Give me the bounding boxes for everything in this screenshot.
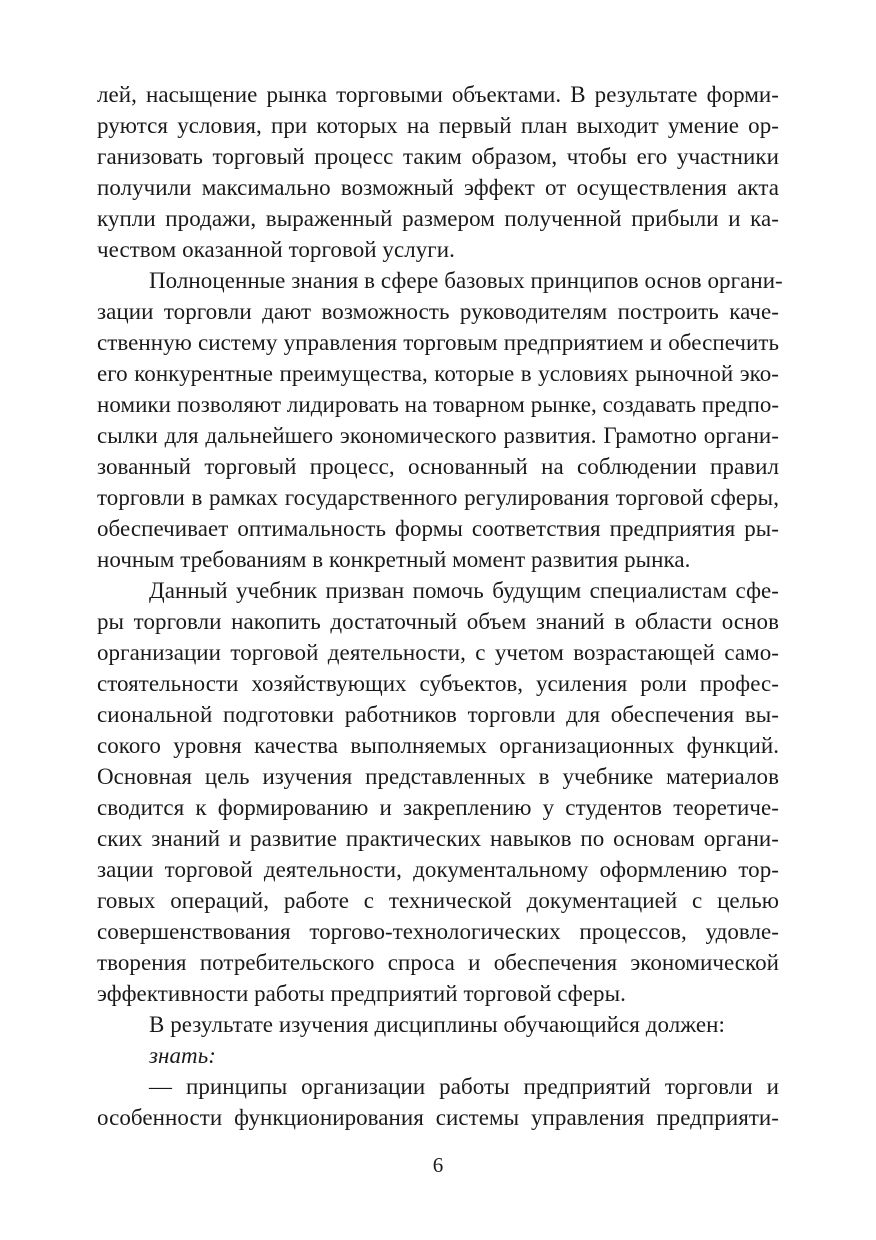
paragraph-principles-item [97,1071,779,1133]
text-line: купли продажи, выраженный размером полученной прибыли и ка- [97,206,779,231]
text-line: сиональной подготовки работников торговли для обеспечения вы- [97,702,779,727]
text-line: сылки для дальнейшего экономического развития. Грамотно органи- [97,423,779,448]
text-line: Основная цель изучения представленных в учебнике материалов [97,764,779,789]
text-line: ночным требованиям в конкретный момент развития рынка. [97,547,691,572]
text-line: особенности функционирования системы управления предприяти- [97,1105,779,1130]
text-line: лей, насыщение рынка торговыми объектами. В результате форми- [97,82,779,107]
text-line: номики позволяют лидировать на товарном рынке, создавать предпо- [97,392,780,417]
text-line: совершенствования торгово-технологических процессов, удовле- [97,919,779,944]
text-line: торговли в рамках государственного регулирования торговой сферы, [97,485,779,510]
text-line: зованный торговый процесс, основанный на соблюдении правил [97,454,779,479]
text-line: Полноценные знания в сфере базовых принципов основ органи- [149,268,783,293]
text-line: руются условия, при которых на первый план выходит умение ор- [97,113,779,138]
text-line: стоятельности хозяйствующих субъектов, усиления роли профес- [97,671,779,696]
paragraph-learning-outcome [97,1009,779,1040]
paragraph-know-heading [97,1040,779,1071]
paragraph-full-knowledge [97,265,783,575]
text-line: В результате изучения дисциплины обучающийся должен: [149,1012,725,1037]
text-line: обеспечивает оптимальность формы соответствия предприятия ры- [97,516,779,541]
text-line: ры торговли накопить достаточный объем знаний в области основ [97,609,779,634]
text-line: ственную систему управления торговым предприятием и обеспечить [97,330,779,355]
text-line: зации торговой деятельности, документальному оформлению тор- [97,857,779,882]
text-line: говых операций, работе с технической документацией с целью [97,888,779,913]
text-line: организации торговой деятельности, с учетом возрастающей само- [97,640,779,665]
text-line: ских знаний и развитие практических навыков по основам органи- [97,826,779,851]
text-column [97,79,783,1133]
text-line: Данный учебник призван помочь будущим специалистам сфе- [149,578,779,603]
paragraph-continuation [97,79,779,265]
text-line: зации торговли дают возможность руководителям построить каче- [97,299,779,324]
text-line: сокого уровня качества выполняемых организационных функций. [97,733,779,758]
text-line: получили максимально возможный эффект от осуществления акта [97,175,779,200]
know-label: знать: [149,1043,216,1068]
text-line: ганизовать торговый процесс таким образом, чтобы его участники [97,144,779,169]
text-line: его конкурентные преимущества, которые в условиях рыночной эко- [97,361,779,386]
text-line: творения потребительского спроса и обеспечения экономической [97,950,779,975]
text-line: — принципы организации работы предприятий торговли и [149,1074,779,1099]
paragraph-textbook-purpose [97,575,779,1009]
text-line: сводится к формированию и закреплению у студентов теоретиче- [97,795,779,820]
text-line: чеством оказанной торговой услуги. [97,237,455,262]
text-line: эффективности работы предприятий торговой сферы. [97,981,626,1006]
page-number: 6 [432,1153,444,1177]
